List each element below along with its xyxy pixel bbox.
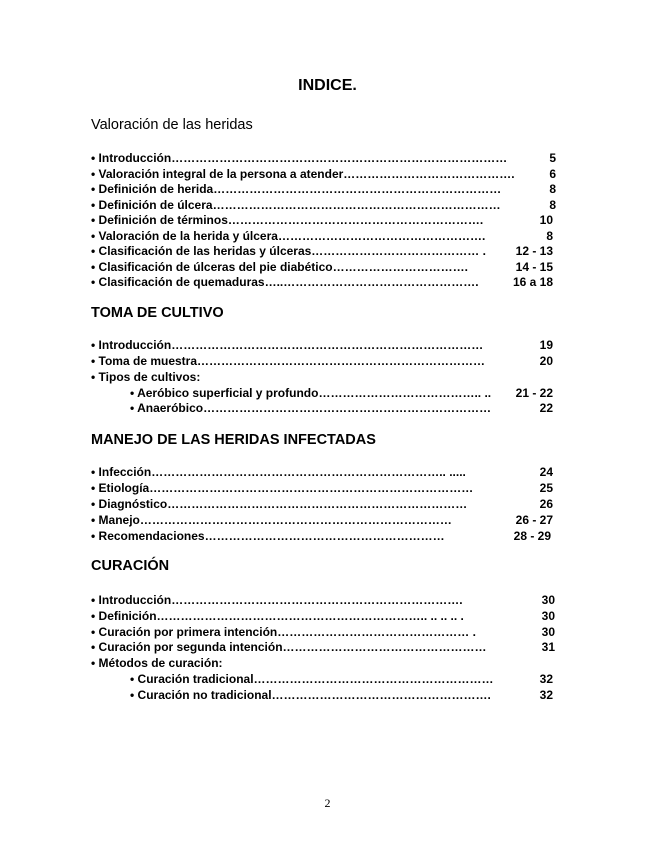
toc-entry-label: • Métodos de curación: — [91, 656, 223, 670]
toc-entry-label: • Curación por segunda intención…………………………………………… — [91, 640, 487, 654]
toc-entry-page: 8 — [549, 198, 556, 212]
toc-entry-page: 14 - 15 — [515, 260, 553, 274]
toc-entry — [91, 369, 553, 385]
toc-entry — [91, 655, 555, 671]
toc-entry-label: • Clasificación de úlceras del pie diabético……………………………. — [91, 260, 468, 274]
toc-entry-label: • Diagnóstico………………………………………………………………… — [91, 497, 468, 511]
toc-entry — [91, 228, 553, 244]
toc-entry-page: 26 - 27 — [515, 513, 553, 527]
toc-entry-label: • Recomendaciones…………………………………………………… — [91, 529, 445, 543]
toc-entry — [91, 624, 555, 640]
toc-entry-page: 32 — [539, 688, 553, 702]
toc-entry-page: 16 a 18 — [512, 275, 553, 289]
toc-entry — [91, 353, 553, 369]
toc-entry — [130, 671, 553, 687]
toc-entry — [91, 496, 553, 512]
toc-entry-label: • Curación por primera intención………………………………………… . — [91, 625, 476, 639]
toc-entry-label: • Definición………………………………………………………….. .. .. .. . — [91, 609, 464, 623]
toc-entry-label: • Definición de úlcera……………………………………………………………… — [91, 198, 501, 212]
section-heading-toma-de-cultivo: TOMA DE CULTIVO — [91, 305, 224, 321]
toc-entry — [91, 528, 551, 544]
toc-entry-label: • Manejo…………………………………………………………………… — [91, 513, 452, 527]
toc-entry — [91, 181, 556, 197]
toc-entry-label: • Clasificación de las heridas y úlceras…………………………………… . — [91, 244, 486, 258]
toc-entry-page: 22 — [539, 401, 553, 415]
toc-entry-label: • Curación tradicional…………………………………………………… — [130, 672, 494, 686]
toc-entry — [91, 639, 555, 655]
toc-entry-page: 5 — [549, 151, 556, 165]
toc-entry-label: • Introducción………………………………………………………………. — [91, 593, 463, 607]
toc-entry-label: • Valoración de la herida y úlcera……………………………………………. — [91, 229, 486, 243]
document-title: INDICE. — [298, 77, 357, 94]
toc-entry-page: 30 — [541, 625, 555, 639]
page-number: 2 — [324, 796, 331, 810]
toc-entry — [91, 337, 553, 353]
toc-entry-label: • Aeróbico superficial y profundo………………………………….. .. — [130, 386, 492, 400]
section-heading-manejo: MANEJO DE LAS HERIDAS INFECTADAS — [91, 432, 376, 448]
toc-entry-page: 12 - 13 — [515, 244, 553, 258]
toc-entry-label: • Valoración integral de la persona a atender……………………………………. — [91, 167, 515, 181]
toc-entry — [91, 512, 553, 528]
section-heading-curacion: CURACIÓN — [91, 558, 170, 574]
toc-entry — [91, 274, 553, 290]
toc-entry-label: • Definición de herida……………………………………………………………… — [91, 182, 502, 196]
toc-entry-label: • Tipos de cultivos: — [91, 370, 201, 384]
toc-entry-page: 24 — [539, 465, 553, 479]
toc-entry-label: • Infección……………………………………………………………….. ..... — [91, 465, 466, 479]
section-heading-valoracion: Valoración de las heridas — [91, 117, 253, 133]
toc-entry-page: 31 — [541, 640, 555, 654]
toc-entry-page: 26 — [539, 497, 553, 511]
toc-entry — [91, 259, 553, 275]
toc-entry — [91, 480, 553, 496]
toc-entry-page: 28 - 29 — [513, 529, 551, 543]
toc-entry — [130, 400, 553, 416]
toc-entry — [91, 608, 555, 624]
toc-entry — [91, 592, 555, 608]
toc-entry-page: 25 — [539, 481, 553, 495]
toc-entry-page: 8 — [546, 229, 553, 243]
toc-entry — [130, 687, 553, 703]
toc-entry-label: • Curación no tradicional………………………………………………. — [130, 688, 491, 702]
toc-entry-page: 20 — [539, 354, 553, 368]
toc-entry-page: 21 - 22 — [515, 386, 553, 400]
toc-entry-label: • Toma de muestra……………………………………………………………… — [91, 354, 486, 368]
toc-entry — [91, 197, 556, 213]
toc-entry — [91, 464, 553, 480]
toc-entry-label: • Clasificación de quemaduras…..…………………………………………. — [91, 275, 479, 289]
toc-entry-label: • Definición de términos………………………………………………………. — [91, 213, 484, 227]
toc-entry-label: • Introducción…………………………………………………………………… — [91, 338, 484, 352]
toc-entry-page: 8 — [549, 182, 556, 196]
toc-entry — [91, 243, 553, 259]
toc-entry-label: • Introducción………………………………………………………………………… — [91, 151, 508, 165]
toc-entry-page: 10 — [539, 213, 553, 227]
toc-entry — [91, 150, 556, 166]
toc-entry-page: 6 — [549, 167, 556, 181]
toc-entry-label: • Etiología……………………………………………………………………… — [91, 481, 474, 495]
toc-entry-page: 19 — [539, 338, 553, 352]
toc-entry — [130, 385, 553, 401]
toc-entry-page: 30 — [541, 593, 555, 607]
toc-entry — [91, 166, 556, 182]
toc-entry — [91, 212, 553, 228]
toc-entry-page: 32 — [539, 672, 553, 686]
toc-entry-label: • Anaeróbico……………………………………………………………… — [130, 401, 492, 415]
toc-entry-page: 30 — [541, 609, 555, 623]
